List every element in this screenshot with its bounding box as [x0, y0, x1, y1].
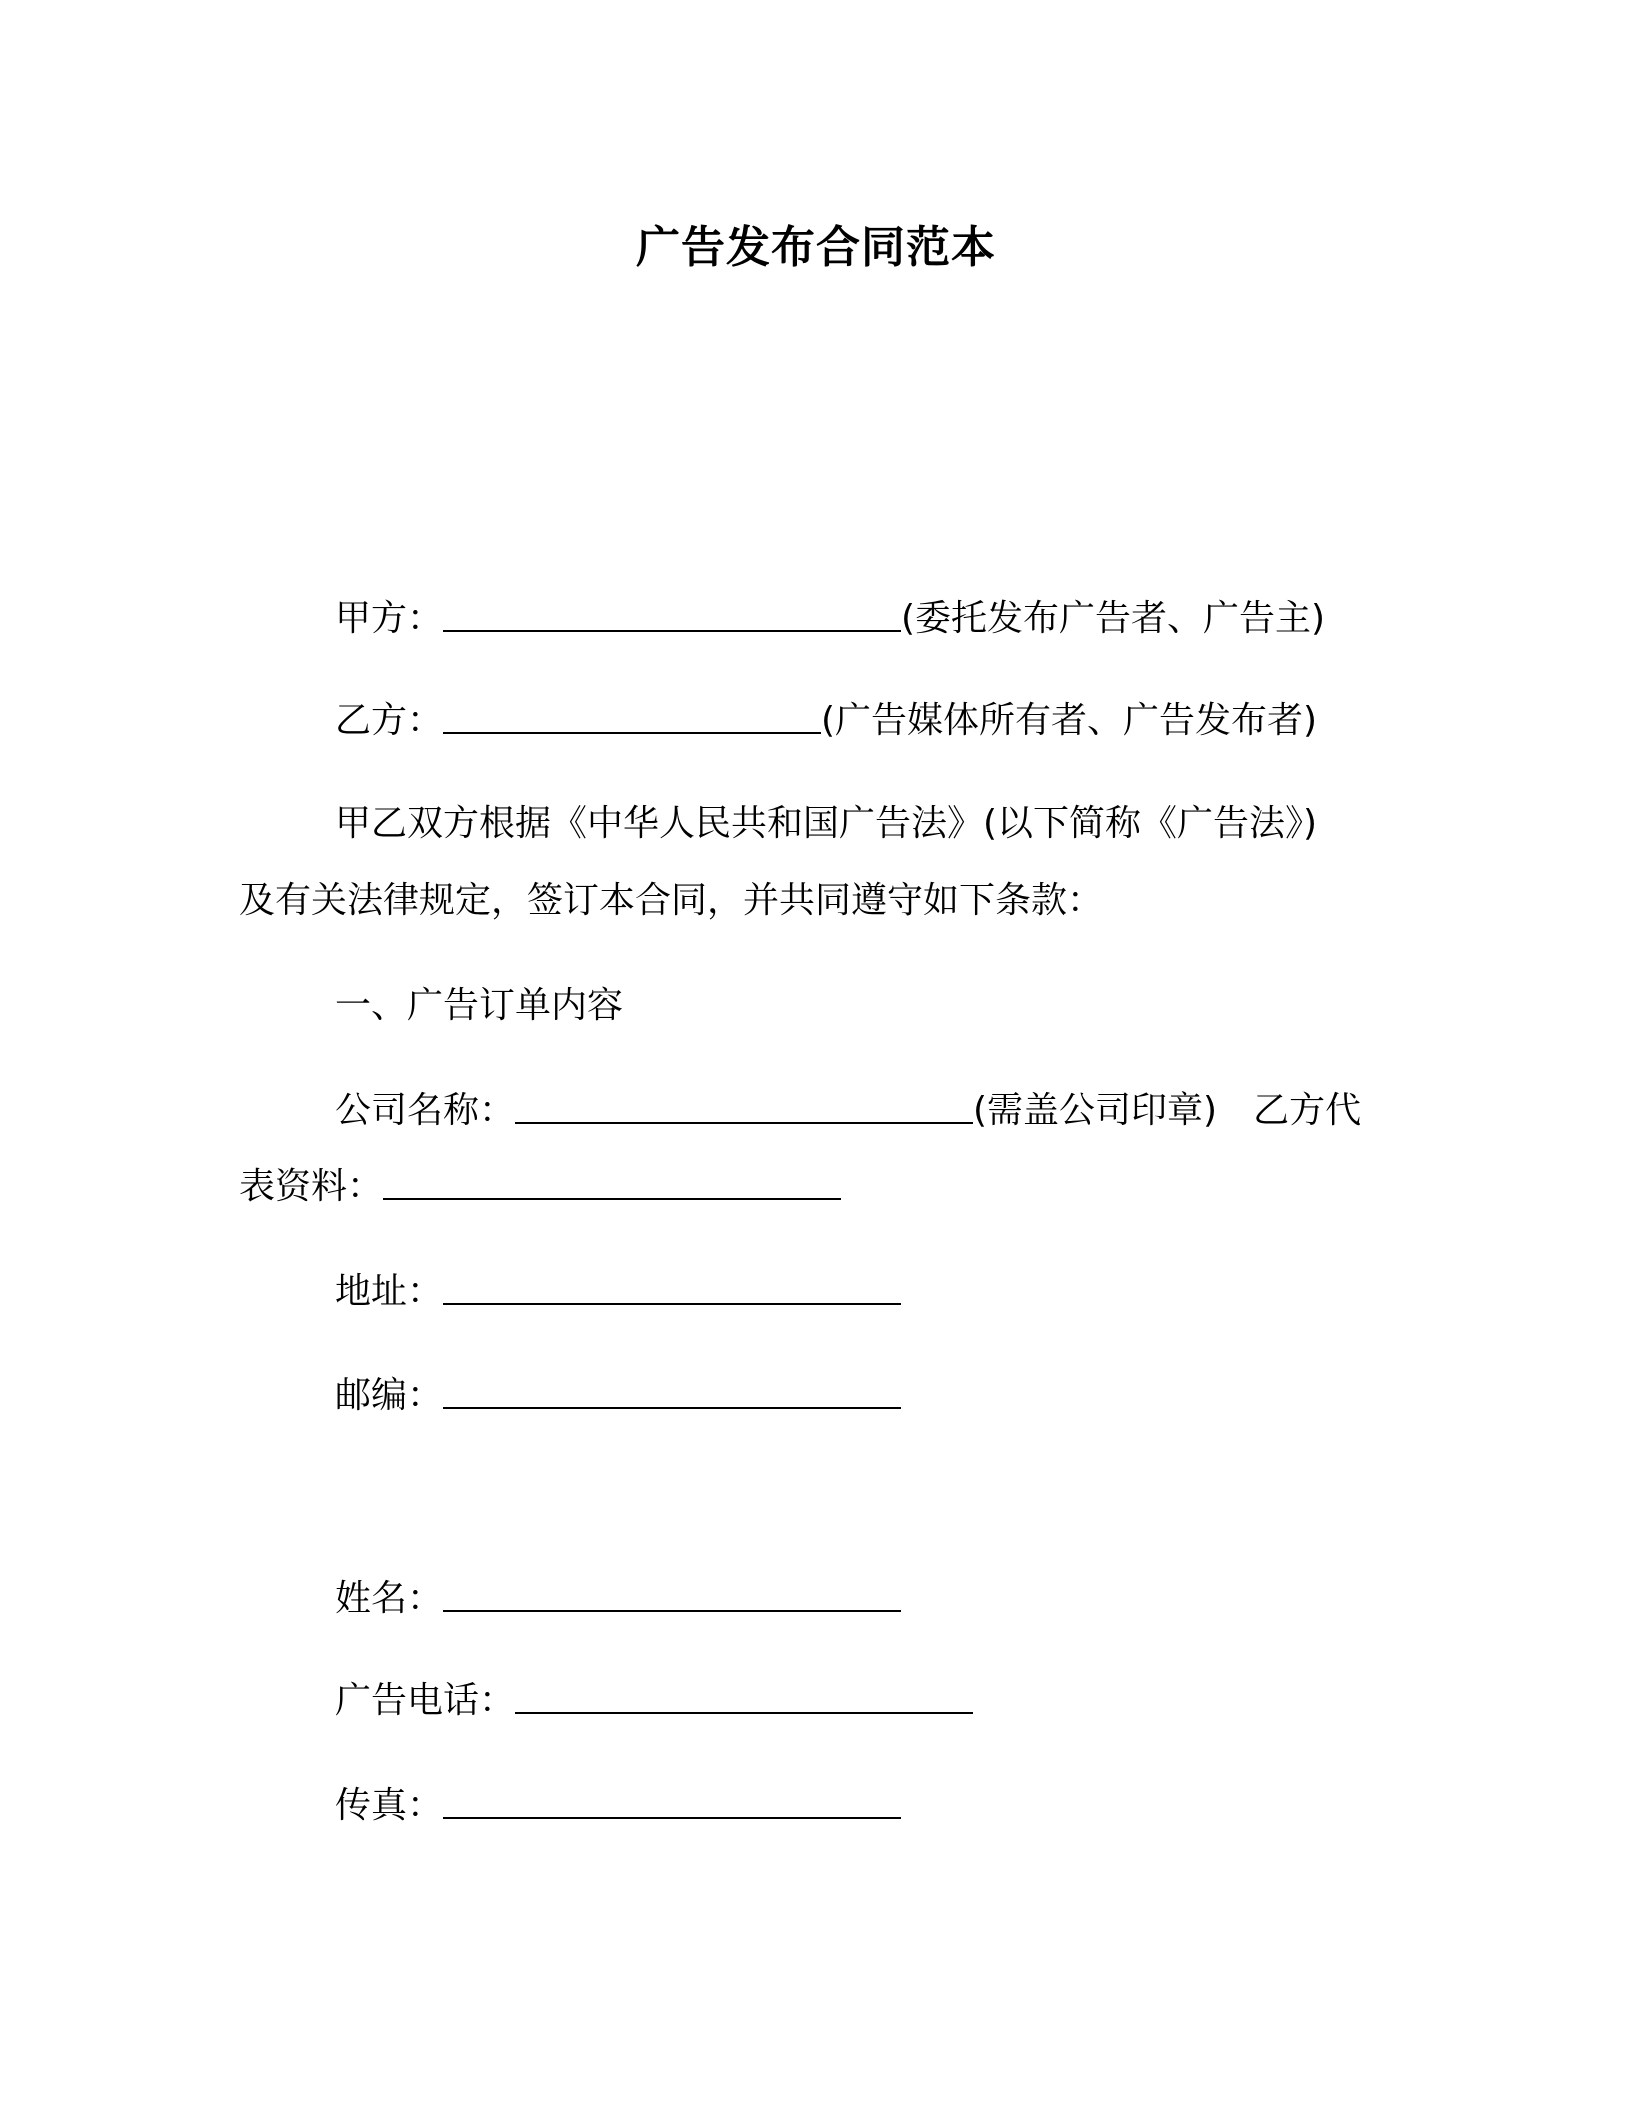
company-line	[335, 1087, 1361, 1135]
rep-label: 表资料：	[239, 1166, 384, 1207]
company-label: 公司名称：	[335, 1090, 516, 1131]
rep-blank[interactable]	[383, 1197, 841, 1200]
party-a-blank[interactable]	[443, 629, 901, 632]
phone-line	[335, 1677, 973, 1725]
fax-blank[interactable]	[443, 1816, 901, 1819]
party-b-note: (广告媒体所有者、广告发布者)	[821, 700, 1318, 741]
name-line	[335, 1575, 901, 1623]
zip-line	[335, 1372, 901, 1420]
party-a-label: 甲方：	[335, 598, 444, 639]
preamble-line-1: 甲乙双方根据《中华人民共和国广告法》(以下简称《广告法》)	[335, 803, 1318, 844]
phone-label: 广告电话：	[335, 1680, 516, 1721]
company-note: (需盖公司印章) 乙方代	[973, 1090, 1362, 1131]
address-line	[335, 1268, 901, 1316]
party-a-line	[335, 595, 1325, 643]
preamble-line-2: 及有关法律规定，签订本合同，并共同遵守如下条款：	[239, 880, 1104, 921]
name-blank[interactable]	[443, 1609, 901, 1612]
party-b-line	[335, 697, 1317, 745]
company-blank[interactable]	[515, 1121, 973, 1124]
zip-label: 邮编：	[335, 1375, 444, 1416]
fax-line	[335, 1782, 901, 1830]
party-b-blank[interactable]	[443, 731, 821, 734]
zip-blank[interactable]	[443, 1406, 901, 1409]
rep-line	[239, 1163, 841, 1211]
fax-label: 传真：	[335, 1785, 444, 1826]
phone-blank[interactable]	[515, 1711, 973, 1714]
name-label: 姓名：	[335, 1578, 444, 1619]
party-a-note: (委托发布广告者、广告主)	[901, 598, 1326, 639]
party-b-label: 乙方：	[335, 700, 444, 741]
address-blank[interactable]	[443, 1302, 901, 1305]
document-title: 广告发布合同范本	[636, 222, 996, 273]
address-label: 地址：	[335, 1271, 444, 1312]
section-1-heading: 一、广告订单内容	[335, 985, 624, 1026]
